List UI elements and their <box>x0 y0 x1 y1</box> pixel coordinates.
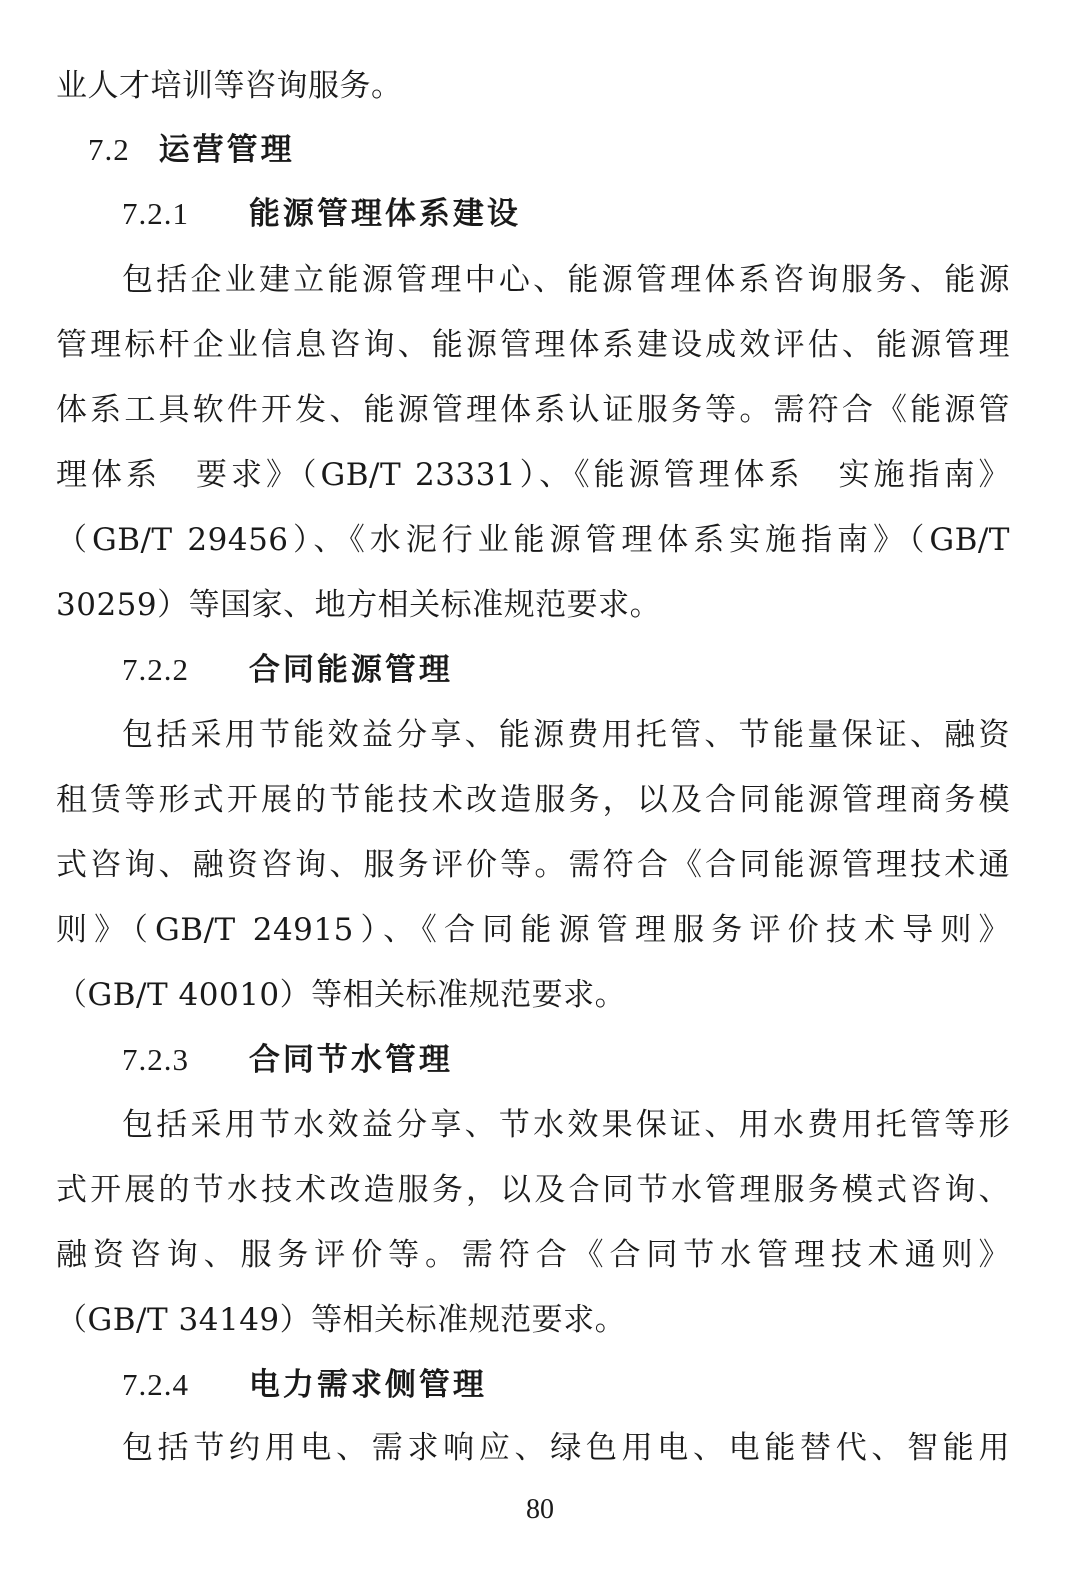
section-number: 7.2 <box>88 132 130 167</box>
section-title: 运营管理 <box>158 132 295 168</box>
paragraph-line: 包括采用节水效益分享、节水效果保证、用水费用托管等形 <box>122 1107 1010 1143</box>
paragraph-line: 业人才培训等咨询服务。 <box>56 68 403 104</box>
subsection-title: 合同节水管理 <box>248 1042 453 1078</box>
paragraph-line: 体系工具软件开发、能源管理体系认证服务等。需符合《能源管 <box>56 392 1010 428</box>
paragraph-line: 租赁等形式开展的节能技术改造服务，以及合同能源管理商务模 <box>56 782 1010 818</box>
paragraph-line: 式开展的节水技术改造服务，以及合同节水管理服务模式咨询、 <box>56 1172 1010 1208</box>
paragraph-line: 融资咨询、服务评价等。需符合《合同节水管理技术通则》 <box>56 1237 1010 1273</box>
page-number: 80 <box>526 1494 554 1525</box>
subsection-heading-7-2-1 <box>122 194 521 234</box>
section-heading-7-2 <box>88 130 295 170</box>
subsection-number: 7.2.1 <box>122 196 189 231</box>
paragraph-line: 式咨询、融资咨询、服务评价等。需符合《合同能源管理技术通 <box>56 847 1010 883</box>
subsection-heading-7-2-3 <box>122 1040 453 1080</box>
subsection-number: 7.2.4 <box>122 1367 189 1402</box>
paragraph-line: （GB/T 34149）等相关标准规范要求。 <box>56 1302 627 1338</box>
subsection-title: 合同能源管理 <box>248 652 453 688</box>
paragraph-line: 包括节约用电、需求响应、绿色用电、电能替代、智能用 <box>122 1430 1010 1466</box>
paragraph-line: 则》（GB/T 24915）、《合同能源管理服务评价技术导则》 <box>56 912 1010 948</box>
subsection-title: 能源管理体系建设 <box>248 196 521 232</box>
paragraph-line: 管理标杆企业信息咨询、能源管理体系建设成效评估、能源管理 <box>56 327 1010 363</box>
subsection-heading-7-2-4 <box>122 1365 487 1405</box>
paragraph-line: 包括采用节能效益分享、能源费用托管、节能量保证、融资 <box>122 717 1010 753</box>
paragraph-line: 包括企业建立能源管理中心、能源管理体系咨询服务、能源 <box>122 262 1010 298</box>
paragraph-line: 30259）等国家、地方相关标准规范要求。 <box>56 587 662 623</box>
subsection-heading-7-2-2 <box>122 650 453 690</box>
paragraph-line: （GB/T 40010）等相关标准规范要求。 <box>56 977 627 1013</box>
paragraph-line: （GB/T 29456）、《水泥行业能源管理体系实施指南》（GB/T <box>56 522 1010 558</box>
subsection-number: 7.2.2 <box>122 652 189 687</box>
subsection-number: 7.2.3 <box>122 1042 189 1077</box>
paragraph-line: 理体系 要求》（GB/T 23331）、《能源管理体系 实施指南》 <box>56 457 1010 493</box>
subsection-title: 电力需求侧管理 <box>248 1367 487 1403</box>
